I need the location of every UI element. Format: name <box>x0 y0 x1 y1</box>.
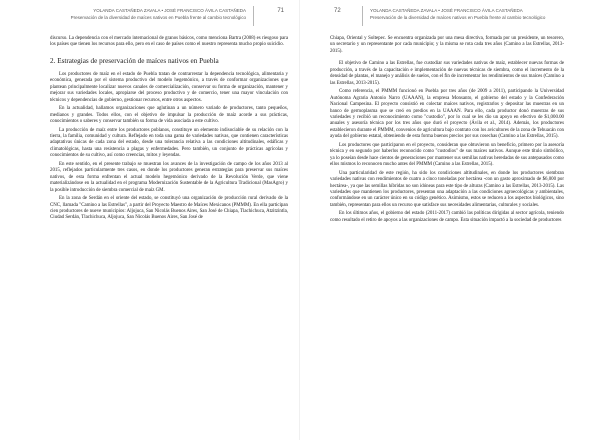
right-header-authors: YOLANDA CASTAÑEDA ZAVALA • JOSÉ FRANCISCO ÁVILA CASTAÑEDA <box>370 8 523 13</box>
body-paragraph: Los productores que participaron en el proyecto, consideran que obtuvieron un beneficio, primero por la asesoría técnica y en segundo por haberlos reconocido como "custodios" de sus maíces nativos. Aunque este título simbólico, ya lo poseían desde hace cientos de generaciones por mantener sus semillas nativas heredadas de sus antepasados como ellos mismos lo reconocen mucho antes del PMMM (Camino a las Estrellas, 2015). <box>330 142 564 168</box>
left-header-title: Preservación de la diversidad de maíces nativos en Puebla frente al cambio tecnológico <box>70 14 246 20</box>
left-running-header <box>50 6 288 26</box>
body-paragraph: La producción de maíz entre los productores poblanos, constituye un elemento indisociable de su relación con la tierra, la familia, comunidad y cultura. Reflejado en toda una gama de variedades nativas, que contienen características adaptativas únicas de cada zona del estado, desde una tolerancia relativa a las condiciones altitudinales, edáficas y climatológicas, hasta una resistencia a plagas y enfermedades. Pero también, un conjunto de prácticas agrícolas y conocimientos de su cultivo, así como creencias, mitos y leyendas. <box>50 127 288 159</box>
right-running-header <box>330 6 564 26</box>
body-paragraph: En los últimos años, el gobierno del estado (2011-2017) cambió las políticas dirigidas al sector agrícola, teniendo como resultado el retiro de apoyos a las organizaciones de campo. Esta situación impactó a la sociedad de productores <box>330 211 564 223</box>
left-header-authors: YOLANDA CASTAÑEDA ZAVALA • JOSÉ FRANCISCO ÁVILA CASTAÑEDA <box>93 8 246 13</box>
body-paragraph: El objetivo de Camino a las Estrellas, fue custodiar sus variedades nativas de maíz, establecer nuevas formas de producción, a través de la capacitación e implementación de nuevas técnicas de siembra, como el incremento de la densidad de plantas, el manejo y análisis de suelos, con el fin de incrementar los rendimientos de sus maíces (Camino a las Estrellas, 2013-2015). <box>330 61 564 86</box>
left-header-text <box>66 8 246 21</box>
body-paragraph: En la zona de Serdán en el oriente del estado, se constituyó una organización de producción rural derivado de la CNC, llamada "Camino a las Estrellas", a partir del Proyecto Maestro de Maíces Mexicanos (PMMM). En ella participan cien productores de nueve municipios: Aljojuca, San Nicolás Buenos Aires, San José de Chiapa, Tlachichuca, Atzitzintla, Ciudad Serdán, Tlachichuca, Aljojuca, San Nicolás Buenos Aires, San José de <box>50 196 288 221</box>
body-paragraph: Los productores de maíz en el estado de Puebla tratan de contrarrestar la dependencia tecnológica, alimentaria y económica, generada por el sistema productivo del modelo hegemónico, a través de conformar organizaciones que plantean principalmente localizar nuevos canales de comercialización, conservar su forma de organización, mantener y mejorar sus variedades locales, apropiarse del proceso productivo y de comercio, tener una mayor vinculación con técnicos y dependencias de gobierno, gestionar recursos, entre otros aspectos. <box>50 71 288 103</box>
right-page-number: 72 <box>334 8 341 14</box>
body-paragraph: Como referencia, el PMMM funcionó en Puebla por tres años (de 2009 a 2011), participando la Universidad Autónoma Agraria Antonio Narro (UAAAN), la empresa Monsanto, el gobierno del estado y la Confederación Nacional Campesina. El proyecto consistió en colectar maíces nativos, registrarlos y depositar las muestras en un banco de germoplasma que se creó en predios en la UAAAN. Para ello, cada productor donó muestras de sus variedades y recibió un reconocimiento como "custodio", por lo cual se les dio un apoyo en efectivo de $1,000.00 anuales y asesoría técnica por los tres años que duró el proyecto (Ávila et al., 2014). Además, los productores establecieron durante el PMMM, convenios de agricultura bajo contrato con los avicultores de la zona de Tehuacán con ayuda del gobierno estatal, obteniendo de esta forma buenos precios por sus cosechas (Camino a las Estrellas, 2015). <box>330 89 564 140</box>
body-paragraph: En este sentido, en el presente trabajo se muestran los avances de la investigación de campo de los años 2013 al 2015, reflejados particularmente tres casos, en donde los productores generan estrategias para preservar sus maíces nativos, de esta forma enfrentan el actual modelo hegemónico derivado de la Revolución Verde, que viene materializándose en la actualidad en el programa Modernización Sustentable de la Agricultura Tradicional (MasAgro) y la posible introducción de siembra comercial de maíz GM. <box>50 161 288 193</box>
right-header-rule <box>362 6 363 26</box>
body-paragraph: En la actualidad, hallamos organizaciones que aglutinan a un número variado de productores, tanto pequeños, medianos y grandes. Todos ellos, con el objetivo de impulsar la producción de maíz acorde a sus prácticas, conocimientos o saberes y conservar también su forma de vida asociada a este cultivo. <box>50 106 288 125</box>
right-header-text <box>370 8 570 21</box>
body-paragraph: Una particularidad de este región, ha sido los condiciones altitudinales, en donde los productores siembran variedades nativas con rendimientos de cuatro a cinco toneladas por hectárea -con un gasto aproximado de $6,000 por hectárea-, ya que las semillas híbridas no son idóneas para este tipo de alturas (Camino a las Estrellas, 2013-2015). Las variedades que mantienen los productores, presentan una adaptación a las condiciones agroecológicas y ambientales, conformándose en un carácter único en su código genético. Asimismo, estos se reducen a los aspectos biológicos, sino también, representan para ellos un recurso que satisface sus necesidades alimentarias, culturales y sociales. <box>330 170 564 208</box>
left-header-rule <box>253 6 254 26</box>
right-page <box>300 0 600 440</box>
body-paragraph: Chiapa, Oriental y Soltepec. Se encuentra organizada por una mesa directiva, formada por un presidente, un tesorero, un secretario y un representante por cada municipio; y la misma se rota cada tres años (Camino a las Estrellas, 2013-2015). <box>330 36 564 54</box>
intro-paragraph: discurso. La dependencia con el mercado internacional de granos básicos, como menciona Bartra (2008) es riesgoso para los países que tienen los recursos para ello, pero en el caso de países como el nuestro representa mucho propio suicidio. <box>50 36 288 48</box>
left-page-number: 71 <box>277 8 284 14</box>
section-heading: 2. Estrategias de preservación de maíces nativos en Puebla <box>50 56 219 65</box>
right-header-title: Preservación de la diversidad de maíces nativos en Puebla frente al cambio tecnológico <box>370 14 546 20</box>
